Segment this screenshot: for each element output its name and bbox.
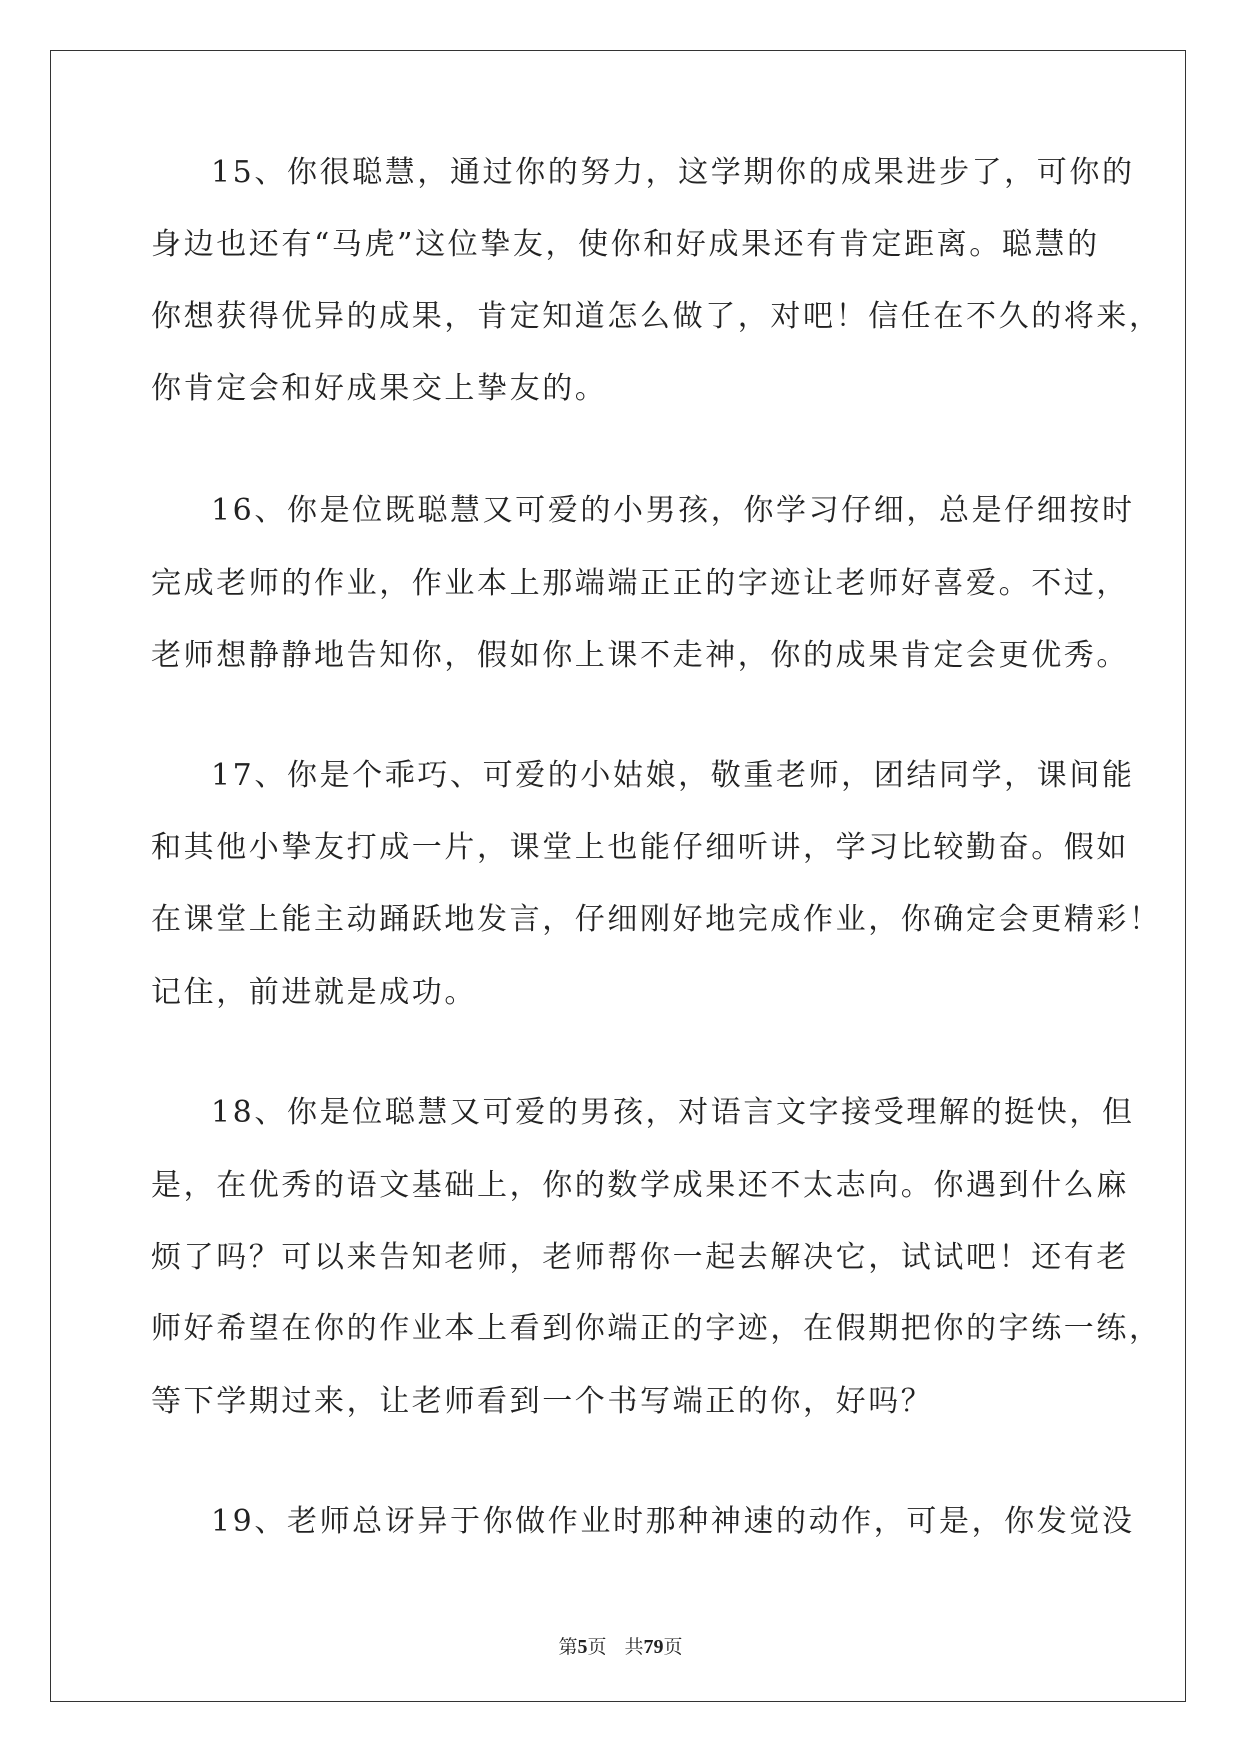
- total-prefix: 共: [624, 1636, 644, 1658]
- paragraph-17-line-3: 在课堂上能主动踊跃地发言，仔细刚好地完成作业，你确定会更精彩！: [151, 902, 1162, 937]
- page-prefix: 第: [558, 1636, 578, 1658]
- paragraph-17-line-2: 和其他小挚友打成一片，课堂上也能仔细听讲，学习比较勤奋。假如: [151, 830, 1129, 865]
- total-suffix: 页: [663, 1636, 683, 1658]
- paragraph-18-line-1: 18、你是位聪慧又可爱的男孩，对语言文字接受理解的挺快，但: [211, 1095, 1135, 1130]
- page-number: 5: [577, 1636, 588, 1658]
- paragraph-15-line-4: 你肯定会和好成果交上挚友的。: [151, 371, 608, 406]
- page-suffix: 页: [587, 1636, 607, 1658]
- paragraph-18-line-4: 师好希望在你的作业本上看到你端正的字迹，在假期把你的字练一练，: [151, 1311, 1162, 1346]
- paragraph-18-line-3: 烦了吗？可以来告知老师，老师帮你一起去解决它，试试吧！还有老: [151, 1240, 1129, 1275]
- paragraph-17-line-4: 记住，前进就是成功。: [151, 975, 477, 1010]
- paragraph-15-line-1: 15、你很聪慧，通过你的努力，这学期你的成果进步了，可你的: [211, 155, 1135, 190]
- paragraph-16-line-1: 16、你是位既聪慧又可爱的小男孩，你学习仔细，总是仔细按时: [211, 493, 1135, 528]
- paragraph-15-line-3: 你想获得优异的成果，肯定知道怎么做了，对吧！信任在不久的将来，: [151, 299, 1162, 334]
- paragraph-18-line-2: 是，在优秀的语文基础上，你的数学成果还不太志向。你遇到什么麻: [151, 1168, 1129, 1203]
- paragraph-16-line-3: 老师想静静地告知你，假如你上课不走神，你的成果肯定会更优秀。: [151, 638, 1129, 673]
- paragraph-17-line-1: 17、你是个乖巧、可爱的小姑娘，敬重老师，团结同学，课间能: [211, 758, 1135, 793]
- paragraph-19-line-1: 19、老师总讶异于你做作业时那种神速的动作，可是，你发觉没: [211, 1504, 1135, 1539]
- total-pages: 79: [643, 1636, 664, 1658]
- paragraph-18-line-5: 等下学期过来，让老师看到一个书写端正的你，好吗？: [151, 1384, 934, 1419]
- page-footer: [0, 1635, 1241, 1659]
- paragraph-16-line-2: 完成老师的作业，作业本上那端端正正的字迹让老师好喜爱。不过，: [151, 566, 1129, 601]
- paragraph-15-line-2: 身边也还有“马虎”这位挚友，使你和好成果还有肯定距离。聪慧的: [151, 227, 1100, 262]
